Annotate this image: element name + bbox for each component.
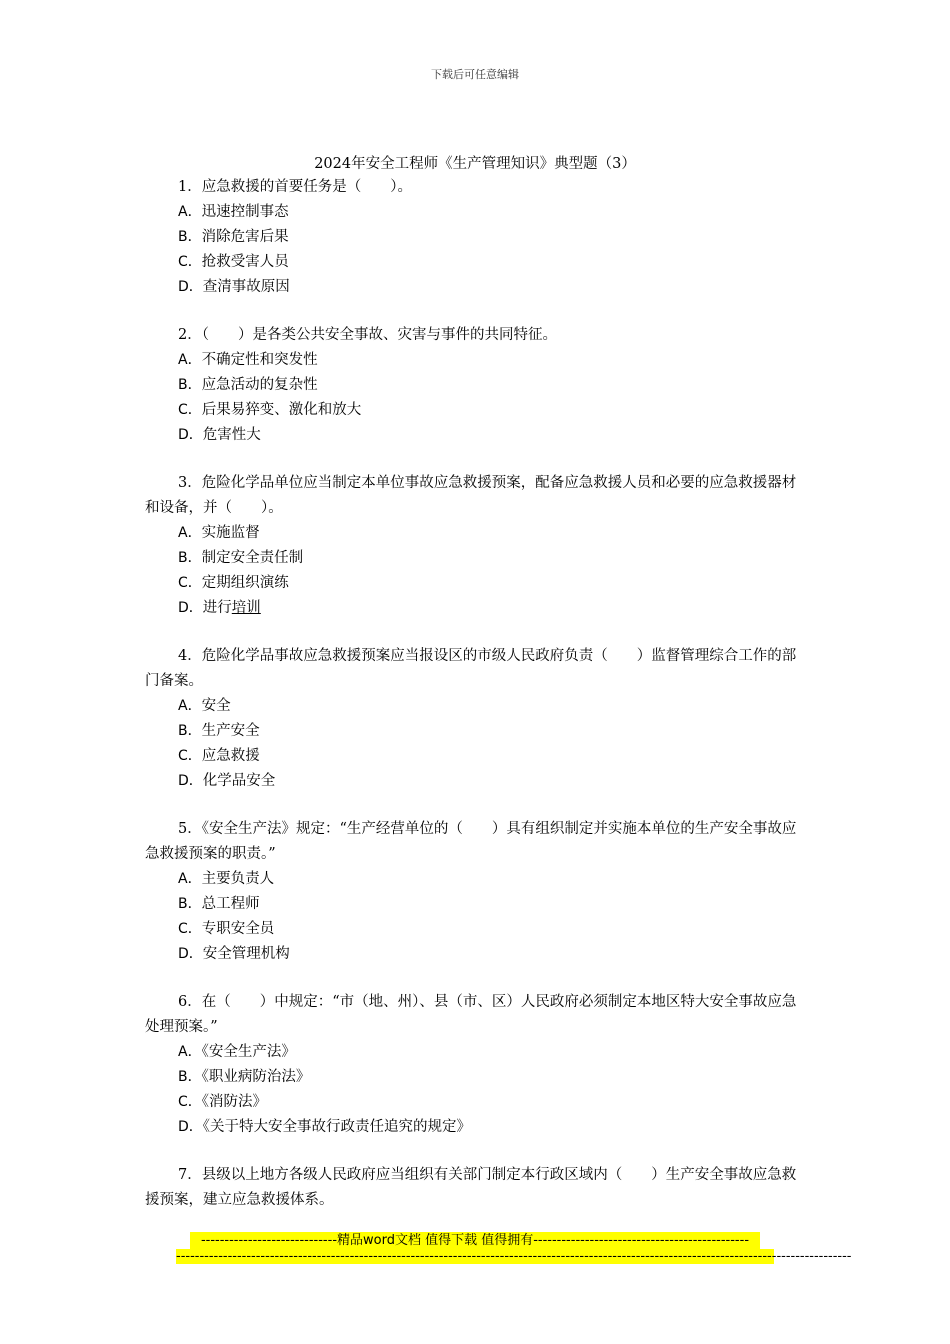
option-letter: B． — [178, 896, 202, 912]
option-letter: D． — [178, 1119, 203, 1135]
option-letter: D． — [178, 773, 203, 789]
option-text: 制定安全责任制 — [201, 550, 304, 566]
option-text: 《关于特大安全事故行政责任追究的规定》 — [202, 1119, 472, 1135]
option-text: 专职安全员 — [201, 921, 275, 937]
option-text: 化学品安全 — [202, 773, 276, 789]
option-letter: C． — [178, 748, 202, 764]
option-text: 生产安全 — [201, 723, 260, 739]
option-d — [145, 423, 805, 448]
option-letter: D． — [178, 946, 203, 962]
option-text: 进行 — [202, 600, 232, 616]
option-b — [145, 892, 805, 917]
option-d — [145, 1115, 805, 1140]
option-text: 迅速控制事态 — [201, 204, 289, 220]
option-d — [145, 942, 805, 967]
option-text: 应急救援 — [201, 748, 260, 764]
option-c — [145, 744, 805, 769]
option-letter: C． — [178, 921, 202, 937]
option-a — [145, 694, 805, 719]
question-6 — [145, 990, 805, 1140]
question-2 — [145, 323, 805, 448]
option-c — [145, 1090, 805, 1115]
option-letter: A． — [178, 204, 202, 220]
question-7 — [145, 1163, 805, 1213]
option-text: 安全 — [201, 698, 231, 714]
option-b — [145, 1065, 805, 1090]
option-text: 定期组织演练 — [201, 575, 289, 591]
option-c — [145, 398, 805, 423]
page-header: 下载后可任意编辑 — [431, 68, 519, 81]
question-4 — [145, 644, 805, 794]
option-a — [145, 521, 805, 546]
option-text: 查清事故原因 — [202, 279, 290, 295]
footer-promo-line: -----------------------------精品word文档 值得下载 值得拥有---------------------------------------------- — [190, 1232, 760, 1249]
option-letter: A． — [178, 352, 202, 368]
question-stem: 4．危险化学品事故应急救援预案应当报设区的市级人民政府负责（ ）监督管理综合工作的部门备案。 — [145, 648, 797, 689]
option-text: 安全管理机构 — [202, 946, 290, 962]
question-stem: 5．《安全生产法》规定：“生产经营单位的（ ）具有组织制定并实施本单位的生产安全事故应急救援预案的职责。” — [145, 821, 797, 862]
footer-dash-line: ------------------------------------------------------------------------------------------------------------------------------------------------ — [176, 1249, 852, 1264]
option-text: 不确定性和突发性 — [201, 352, 318, 368]
option-text: 总工程师 — [201, 896, 260, 912]
option-letter: D． — [178, 279, 203, 295]
option-letter: C． — [178, 575, 202, 591]
option-letter: C． — [178, 402, 202, 418]
option-letter: D． — [178, 427, 203, 443]
option-a — [145, 200, 805, 225]
option-text: 消除危害后果 — [201, 229, 289, 245]
option-b — [145, 546, 805, 571]
option-d — [145, 769, 805, 794]
option-text: 《消防法》 — [201, 1094, 268, 1110]
option-letter: C． — [178, 254, 202, 270]
option-a — [145, 348, 805, 373]
question-stem: 6．在（ ）中规定：“市（地、州）、县（市、区）人民政府必须制定本地区特大安全事故应急处理预案。” — [145, 994, 797, 1035]
question-1 — [145, 175, 805, 300]
question-stem: 7．县级以上地方各级人民政府应当组织有关部门制定本行政区域内（ ）生产安全事故应急救援预案，建立应急救援体系。 — [145, 1167, 797, 1208]
option-text: 危害性大 — [202, 427, 261, 443]
question-5 — [145, 817, 805, 967]
question-stem: 1．应急救援的首要任务是（ ）。 — [178, 179, 412, 195]
option-b — [145, 373, 805, 398]
option-letter: B． — [178, 377, 202, 393]
option-b — [145, 719, 805, 744]
document-title: 2024年安全工程师《生产管理知识》典型题（3） — [314, 156, 636, 172]
option-b — [145, 225, 805, 250]
option-c — [145, 917, 805, 942]
question-stem: 3．危险化学品单位应当制定本单位事故应急救援预案，配备应急救援人员和必要的应急救援器材和设备，并（ ）。 — [145, 475, 797, 516]
option-letter: B． — [178, 1069, 202, 1085]
option-c — [145, 571, 805, 596]
option-a — [145, 867, 805, 892]
question-list — [145, 175, 805, 1236]
option-letter: C． — [178, 1094, 202, 1110]
option-a — [145, 1040, 805, 1065]
question-3 — [145, 471, 805, 621]
option-letter: D． — [178, 600, 203, 616]
option-letter: A． — [178, 871, 202, 887]
option-text: 主要负责人 — [201, 871, 275, 887]
option-letter: B． — [178, 229, 202, 245]
option-text: 应急活动的复杂性 — [201, 377, 318, 393]
option-letter: A． — [178, 1044, 202, 1060]
option-text: 抢救受害人员 — [201, 254, 289, 270]
option-c — [145, 250, 805, 275]
question-stem: 2．（ ）是各类公共安全事故、灾害与事件的共同特征。 — [178, 327, 557, 343]
option-letter: B． — [178, 550, 202, 566]
option-letter: A． — [178, 698, 202, 714]
option-letter: A． — [178, 525, 202, 541]
option-text: 《职业病防治法》 — [201, 1069, 311, 1085]
option-letter: B． — [178, 723, 202, 739]
option-d — [145, 275, 805, 300]
option-text: 《安全生产法》 — [201, 1044, 296, 1060]
option-text: 实施监督 — [201, 525, 260, 541]
underlined-text: 培训 — [231, 600, 261, 616]
option-text: 后果易猝变、激化和放大 — [201, 402, 362, 418]
option-d — [145, 596, 805, 621]
